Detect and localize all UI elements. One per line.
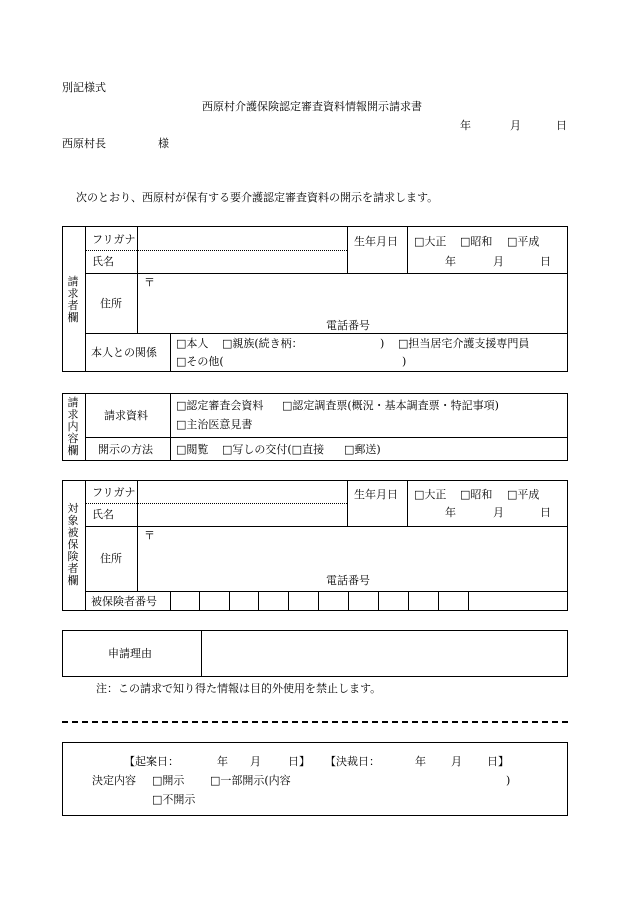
cut-line	[62, 721, 568, 723]
decision-box	[62, 742, 568, 816]
requester-relation-label: 本人との関係	[91, 346, 157, 359]
usage-note: 注：この請求で知り得た情報は目的外使用を禁止します。	[96, 682, 382, 695]
material-doctor-opinion[interactable]: □主治医意見書	[176, 418, 253, 431]
decision-content-label: 決定内容	[92, 774, 136, 787]
requester-era-taisho[interactable]: □大正	[414, 235, 447, 248]
relation-self[interactable]: □本人	[176, 337, 209, 350]
decision-partial[interactable]: □一部開示(内容	[210, 774, 291, 787]
requester-birth-day: 日	[540, 255, 551, 268]
insured-birth-day: 日	[540, 506, 551, 519]
requester-era-showa[interactable]: □昭和	[460, 235, 493, 248]
insured-birth-month: 月	[493, 506, 504, 519]
decide-day: 日】	[487, 755, 509, 768]
draft-date-label: 【起案日：	[124, 755, 179, 768]
requester-furigana-label: フリガナ	[92, 233, 136, 246]
requester-section-label: 請求者欄	[67, 275, 79, 324]
insured-era-showa[interactable]: □昭和	[460, 488, 493, 501]
insured-number-label: 被保険者番号	[91, 595, 157, 608]
draft-month: 月	[250, 755, 261, 768]
requester-name-label: 氏名	[92, 255, 114, 268]
requester-birth-month: 月	[493, 255, 504, 268]
requester-era-heisei[interactable]: □平成	[507, 235, 540, 248]
method-view[interactable]: □閲覧	[176, 443, 209, 456]
form-style-label: 別記様式	[62, 81, 106, 94]
insured-postal-mark: 〒	[144, 529, 155, 542]
request-section-label: 請求内容欄	[67, 396, 79, 457]
requester-birth-label: 生年月日	[354, 235, 398, 248]
relation-family-close: )	[380, 337, 385, 350]
material-survey[interactable]: □認定調査票(概況・基本調査票・特記事項)	[282, 399, 499, 412]
requester-birth-year: 年	[445, 255, 456, 268]
insured-address-label: 住所	[100, 552, 122, 565]
request-method-label: 開示の方法	[98, 443, 153, 456]
draft-day: 日】	[288, 755, 310, 768]
addressee-honorific: 様	[158, 137, 169, 150]
relation-other-close: )	[402, 355, 407, 368]
requester-address-label: 住所	[100, 297, 122, 310]
date-year-label: 年	[460, 119, 471, 132]
request-materials-label: 請求資料	[104, 409, 148, 422]
insured-phone-label: 電話番号	[326, 574, 370, 587]
insured-name-label: 氏名	[92, 508, 114, 521]
requester-phone-label: 電話番号	[326, 319, 370, 332]
decision-not-disclose[interactable]: □不開示	[152, 793, 196, 806]
document-title: 西原村介護保険認定審査資料情報開示請求書	[202, 100, 422, 113]
date-day-label: 日	[556, 119, 567, 132]
decide-date-label: 【決裁日：	[325, 755, 380, 768]
relation-care-manager[interactable]: □担当居宅介護支援専門員	[398, 337, 530, 350]
insured-furigana-label: フリガナ	[92, 486, 136, 499]
draft-year: 年	[217, 755, 228, 768]
decision-disclose[interactable]: □開示	[152, 774, 185, 787]
requester-postal-mark: 〒	[144, 276, 155, 289]
insured-birth-label: 生年月日	[354, 488, 398, 501]
insured-era-heisei[interactable]: □平成	[507, 488, 540, 501]
insured-section-label: 対象被保険者欄	[67, 502, 79, 587]
method-copy-direct[interactable]: □写しの交付(□直接	[222, 443, 325, 456]
insured-era-taisho[interactable]: □大正	[414, 488, 447, 501]
intro-text: 次のとおり、西原村が保有する要介護認定審査資料の開示を請求します。	[76, 191, 439, 204]
decide-year: 年	[415, 755, 426, 768]
method-mail[interactable]: □郵送)	[344, 443, 381, 456]
reason-label: 申請理由	[108, 647, 152, 660]
insured-birth-year: 年	[445, 506, 456, 519]
decide-month: 月	[451, 755, 462, 768]
addressee: 西原村長	[62, 137, 106, 150]
date-month-label: 月	[510, 119, 521, 132]
material-committee[interactable]: □認定審査会資料	[176, 399, 264, 412]
relation-family[interactable]: □親族(続き柄：	[222, 337, 303, 350]
relation-other[interactable]: □その他(	[176, 355, 224, 368]
decision-partial-close: )	[506, 774, 511, 787]
